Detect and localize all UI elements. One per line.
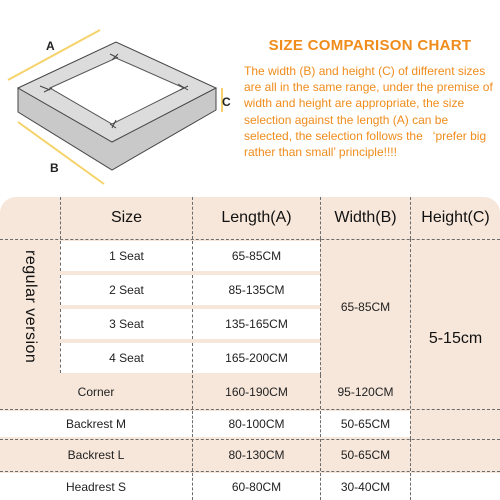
size-description: The width (B) and height (C) of different sizes are all in the same range, under the premise of width and height are appropriate, the size selection against the length (A) can be selected, the selection follows the ‘prefer big rather than small’ principle!!!! <box>244 64 493 160</box>
divider <box>0 239 500 240</box>
dimension-label-a: A <box>46 39 55 53</box>
header-height: Height(C) <box>410 197 500 239</box>
header-width: Width(B) <box>320 197 410 239</box>
row-headrest-s-height-spacer <box>410 473 500 500</box>
row-corner-width: 95-120CM <box>320 375 410 409</box>
size-table <box>0 197 500 500</box>
row-headrest-s-width: 30-40CM <box>320 473 410 500</box>
row-4-size: 4 Seat <box>60 343 192 373</box>
chart-title: SIZE COMPARISON CHART <box>268 37 472 54</box>
row-backrest-m-size: Backrest M <box>0 411 192 437</box>
dimension-label-b: B <box>50 161 59 175</box>
cushion-illustration <box>0 0 240 195</box>
divider <box>0 471 500 472</box>
header-length: Length(A) <box>192 197 320 239</box>
row-3-length: 135-165CM <box>192 309 320 339</box>
header-size: Size <box>60 197 192 239</box>
row-2-length: 85-135CM <box>192 275 320 305</box>
row-backrest-l-size: Backrest L <box>67 448 125 462</box>
row-corner-length: 160-190CM <box>192 375 320 409</box>
row-4-length: 165-200CM <box>192 343 320 373</box>
row-backrest-m-width: 50-65CM <box>320 411 410 437</box>
row-backrest-l-height-spacer <box>410 439 500 471</box>
row-headrest-s-length: 60-80CM <box>192 473 320 500</box>
row-3-size: 3 Seat <box>60 309 192 339</box>
row-backrest-l-length: 80-130CM <box>192 439 320 471</box>
row-backrest-m-length: 80-100CM <box>192 411 320 437</box>
group-label-regular: regular version <box>22 250 39 364</box>
divider <box>0 439 500 440</box>
divider <box>0 409 500 410</box>
row-backrest-l-width: 50-65CM <box>320 439 410 471</box>
header-spacer <box>0 197 60 239</box>
row-2-size: 2 Seat <box>60 275 192 305</box>
regular-width-merged: 65-85CM <box>320 239 410 375</box>
row-1-length: 65-85CM <box>192 241 320 271</box>
row-corner-size: Corner <box>77 385 115 399</box>
dimension-label-c: C <box>222 95 231 109</box>
height-merged: 5-15cm <box>410 239 500 439</box>
row-headrest-s-size: Headrest S <box>0 473 192 500</box>
row-1-size: 1 Seat <box>60 241 192 271</box>
